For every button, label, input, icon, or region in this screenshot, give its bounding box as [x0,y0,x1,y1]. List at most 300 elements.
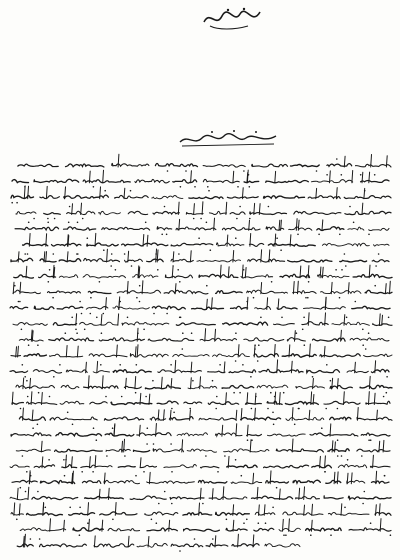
handwritten-word [229,370,256,373]
ascender-stroke [90,457,91,468]
diacritic-dot [100,364,102,366]
diacritic-dot [146,443,148,445]
ascender-stroke [142,281,143,294]
diacritic-dot [324,471,326,473]
ascender-stroke [97,361,98,372]
diacritic-dot [375,265,377,267]
handwritten-word [328,513,369,516]
handwritten-word [147,528,177,531]
handwritten-word [277,307,297,310]
handwritten-word [20,528,65,531]
ascender-stroke [118,154,119,167]
diacritic-dot [248,174,250,176]
diacritic-dot [192,380,194,382]
handwritten-word [40,196,60,199]
diacritic-dot [22,364,24,366]
diacritic-dot [344,507,346,509]
handwritten-word [56,433,102,437]
handwritten-word [164,290,208,294]
handwritten-word [326,480,341,483]
handwritten-word [132,275,158,278]
handwritten-word [11,195,34,198]
diacritic-dot [193,218,195,220]
diacritic-dot [233,392,235,394]
diacritic-dot [87,237,89,239]
diacritic-dot [27,396,29,398]
diacritic-dot [273,424,275,426]
handwritten-word [83,180,130,183]
ascender-stroke [81,203,82,214]
diacritic-dot [26,471,28,473]
handwritten-word [304,307,346,310]
diacritic-dot [182,332,184,334]
handwritten-word [361,433,390,436]
handwritten-word [11,433,51,436]
ascender-stroke [24,186,25,199]
handwritten-word [252,164,288,167]
handwritten-word [158,370,202,373]
diacritic-dot [151,519,153,521]
handwritten-word [321,291,361,294]
handwritten-word [111,402,152,405]
diacritic-dot [337,408,339,410]
handwritten-word [108,528,140,531]
ascender-stroke [77,346,78,357]
handwritten-word [18,164,58,166]
handwritten-word [86,307,108,310]
handwritten-word [189,197,223,199]
handwritten-word [216,291,243,294]
handwritten-word [264,465,309,468]
handwritten-word [217,243,244,246]
ascender-stroke [94,536,95,547]
diacritic-dot [253,297,255,299]
diacritic-dot [65,459,67,461]
handwritten-word [360,385,392,389]
diacritic-dot [302,329,304,331]
ascender-stroke [46,252,47,262]
ascender-stroke [222,425,223,436]
diacritic-dot [167,170,169,172]
ascender-stroke [124,188,125,199]
handwritten-word [81,465,112,467]
handwritten-word [64,195,109,198]
handwritten-word [13,322,47,325]
handwritten-word [254,528,274,531]
diacritic-dot [177,269,179,271]
diacritic-dot [280,249,282,251]
handwritten-word [62,465,77,468]
handwritten-word [164,464,197,467]
handwritten-word [165,275,192,278]
diacritic-dot [202,503,204,505]
diacritic-dot [297,234,299,236]
handwritten-word [203,179,239,182]
ascender-stroke [215,329,216,341]
ascender-stroke [72,204,73,215]
handwritten-word [209,497,247,500]
ascender-stroke [175,284,176,294]
diacritic-dot [189,408,191,410]
diacritic-dot [112,519,114,521]
handwritten-word [130,496,166,500]
handwritten-word [276,449,323,452]
handwritten-word [348,496,391,499]
diacritic-dot [370,439,372,441]
handwritten-word [147,481,195,483]
diacritic-dot [384,475,386,477]
ascender-stroke [228,267,229,278]
handwritten-word [64,227,96,230]
diacritic-dot [258,344,260,346]
diacritic-dot [210,249,212,251]
diacritic-dot [254,348,256,350]
diacritic-dot [24,376,26,378]
handwritten-word [357,417,392,420]
ascender-stroke [18,252,19,262]
diacritic-dot [296,332,298,334]
handwritten-word [100,512,137,515]
manuscript-line [10,297,390,314]
diacritic-dot [383,396,385,398]
diacritic-dot [378,253,380,255]
diacritic-dot [283,392,285,394]
diacritic-dot [77,222,79,224]
handwritten-word [293,291,317,294]
diacritic-dot [22,455,24,457]
handwritten-word [186,212,203,214]
ascender-stroke [103,170,104,183]
diacritic-dot [37,344,39,346]
ascender-stroke [304,505,305,515]
handwritten-word [34,306,54,309]
diacritic-dot [276,487,278,489]
ascender-stroke [89,519,90,531]
diacritic-dot [217,471,219,473]
diacritic-dot [79,507,81,509]
diacritic-dot [364,190,366,192]
diacritic-dot [21,329,23,331]
handwritten-word [283,512,323,515]
handwritten-word [198,480,227,483]
diacritic-dot [99,281,101,283]
handwritten-word [223,322,268,325]
ascender-stroke [291,361,292,373]
handwritten-word [145,385,180,389]
ascender-stroke [344,156,345,167]
handwritten-word [82,481,100,484]
diacritic-dot [90,313,92,315]
diacritic-dot [257,360,259,362]
diacritic-dot [48,459,50,461]
ascender-stroke [149,472,150,483]
handwritten-word [255,306,271,309]
handwritten-word [170,497,204,499]
handwritten-word [24,354,46,357]
handwritten-word [231,306,248,309]
handwritten-word [148,338,194,341]
handwritten-word [344,196,391,199]
ascender-stroke [41,441,42,452]
diacritic-dot [180,186,182,188]
handwritten-word [16,385,55,388]
manuscript-line [19,328,389,346]
diacritic-dot [172,265,174,267]
diacritic-dot [153,443,155,445]
handwritten-word [310,433,358,436]
diacritic-dot [243,269,245,271]
ascender-stroke [106,298,107,310]
ascender-stroke [337,379,338,389]
diacritic-dot [341,174,343,176]
ascender-stroke [279,489,280,500]
diacritic-dot [268,206,270,208]
manuscript-line [11,186,391,204]
diacritic-dot [194,186,196,188]
handwritten-word [244,181,259,182]
handwritten-word [69,513,95,515]
diacritic-dot [171,503,173,505]
handwritten-word [14,275,34,278]
handwritten-word [268,434,306,436]
diacritic-dot [353,222,355,224]
diacritic-dot [212,380,214,382]
ascender-stroke [190,410,191,420]
diacritic-dot [170,443,172,445]
ascender-stroke [362,203,363,214]
ascender-stroke [50,519,51,532]
diacritic-dot [75,329,77,331]
ascender-stroke [32,410,33,420]
handwritten-word [328,449,349,452]
handwritten-word [287,338,305,341]
diacritic-dot [258,522,260,524]
diacritic-dot [361,455,363,457]
handwritten-word [348,227,364,230]
diacritic-dot [145,222,147,224]
handwritten-word [12,403,23,405]
diacritic-dot [255,396,257,398]
diacritic-dot [136,364,138,366]
handwritten-word [187,449,216,452]
diacritic-dot [182,348,184,350]
diacritic-dot [37,424,39,426]
diacritic-dot [191,332,193,334]
handwritten-word [176,323,215,326]
handwritten-word [324,496,343,499]
diacritic-dot [170,364,172,366]
handwritten-word [199,274,238,277]
ascender-stroke [191,378,192,389]
diacritic-dot [103,313,105,315]
handwritten-word [250,212,287,215]
handwritten-word [366,401,390,404]
diacritic-dot [65,332,67,334]
handwritten-word [222,385,254,388]
diacritic-dot [33,218,35,220]
handwritten-word [257,385,288,388]
diacritic-dot [87,522,89,524]
diacritic-dot [243,522,245,524]
diacritic-dot [28,222,30,224]
diacritic-dot [330,380,332,382]
handwritten-word [226,528,247,531]
handwritten-word [184,528,220,531]
ascender-stroke [292,439,293,452]
ascender-stroke [292,408,293,421]
diacritic-dot [247,439,249,441]
handwritten-word [266,180,309,182]
ascender-stroke [245,268,246,278]
ascender-stroke [28,487,29,499]
diacritic-dot [96,439,98,441]
diacritic-dot [166,234,168,236]
handwritten-word [201,466,219,468]
handwritten-word [12,480,37,482]
handwritten-word [353,274,392,278]
diacritic-dot [26,380,28,382]
ascender-stroke [190,251,191,262]
diacritic-dot [14,285,16,287]
diacritic-dot [164,206,166,208]
diacritic-dot [166,313,168,315]
diacritic-dot [360,174,362,176]
ascender-stroke [126,378,127,389]
ascender-stroke [16,347,17,357]
ascender-stroke [390,281,391,294]
handwritten-word [128,211,148,214]
handwritten-word [264,196,305,198]
diacritic-dot [337,439,339,441]
diacritic-dot [270,392,272,394]
handwritten-word [306,528,342,531]
handwritten-word [259,369,303,372]
diacritic-dot [349,206,351,208]
handwritten-word [104,417,143,420]
handwritten-word [288,260,332,262]
ascender-stroke [14,503,15,515]
manuscript-line [14,265,392,283]
diacritic-dot [200,218,202,220]
ascender-stroke [135,377,136,389]
handwritten-word [49,338,94,341]
diacritic-dot [294,424,296,426]
ascender-stroke [128,536,129,547]
handwritten-word [230,212,245,214]
manuscript-line [12,170,389,188]
handwritten-word [87,243,118,246]
diacritic-dot [179,317,181,319]
diacritic-dot [59,364,61,366]
diacritic-dot [341,455,343,457]
diacritic-dot [321,427,323,429]
diacritic-dot [82,218,84,220]
handwritten-word [224,449,269,452]
handwritten-word [10,497,28,500]
diacritic-dot [103,249,105,251]
ascender-stroke [161,377,162,388]
manuscript-line [20,519,391,536]
handwritten-word [16,449,50,451]
ascender-stroke [279,220,280,230]
ascender-stroke [102,376,103,389]
ascender-stroke [320,267,321,278]
handwritten-word [248,259,285,262]
handwritten-word [208,371,225,373]
manuscript-line [16,439,390,457]
diacritic-dot [388,317,390,319]
diacritic-dot [18,301,20,303]
ascender-stroke [101,315,102,326]
ascender-stroke [247,170,248,183]
handwritten-word [122,243,168,246]
handwritten-word [117,290,160,293]
diacritic-dot [265,522,267,524]
diacritic-dot [153,313,155,315]
handwritten-word [115,195,148,198]
handwritten-word [32,496,78,499]
handwritten-word [340,260,367,262]
diacritic-dot [208,190,210,192]
diacritic-dot [112,427,114,429]
handwritten-word [106,449,130,451]
ascender-stroke [25,534,26,547]
ascender-stroke [26,266,27,278]
ascender-stroke [124,439,125,452]
handwritten-word [40,544,87,547]
diacritic-dot [339,297,341,299]
ascender-stroke [107,249,108,262]
handwritten-word [88,291,111,293]
ascender-stroke [310,344,311,357]
diacritic-dot [246,301,248,303]
diacritic-dot [135,475,137,477]
diacritic-dot [368,439,370,441]
diacritic-dot [72,424,74,426]
handwritten-word [330,385,352,388]
ascender-stroke [46,186,47,198]
handwritten-word [33,370,61,374]
diacritic-dot [171,408,173,410]
handwritten-word [327,164,352,167]
diacritic-dot [69,206,71,208]
diacritic-dot [37,491,39,493]
diacritic-dot [38,392,40,394]
diacritic-dot [139,285,141,287]
diacritic-dot [386,392,388,394]
diacritic-dot [298,408,300,410]
diacritic-dot [362,329,364,331]
diacritic-dot [316,170,318,172]
handwritten-word [322,243,369,246]
diacritic-dot [339,234,341,236]
ascender-stroke [351,473,352,484]
manuscript-line [16,376,392,394]
ascender-stroke [348,283,349,294]
diacritic-dot [81,313,83,315]
diacritic-dot [236,218,238,220]
diacritic-dot [158,503,160,505]
diacritic-dot [171,471,173,473]
handwritten-word [312,465,332,467]
ascender-stroke [66,455,67,468]
diacritic-dot [53,376,55,378]
diacritic-dot [143,329,145,331]
handwritten-word [184,402,202,404]
diacritic-dot [110,265,112,267]
handwritten-word [60,401,84,404]
handwritten-word [197,260,241,262]
